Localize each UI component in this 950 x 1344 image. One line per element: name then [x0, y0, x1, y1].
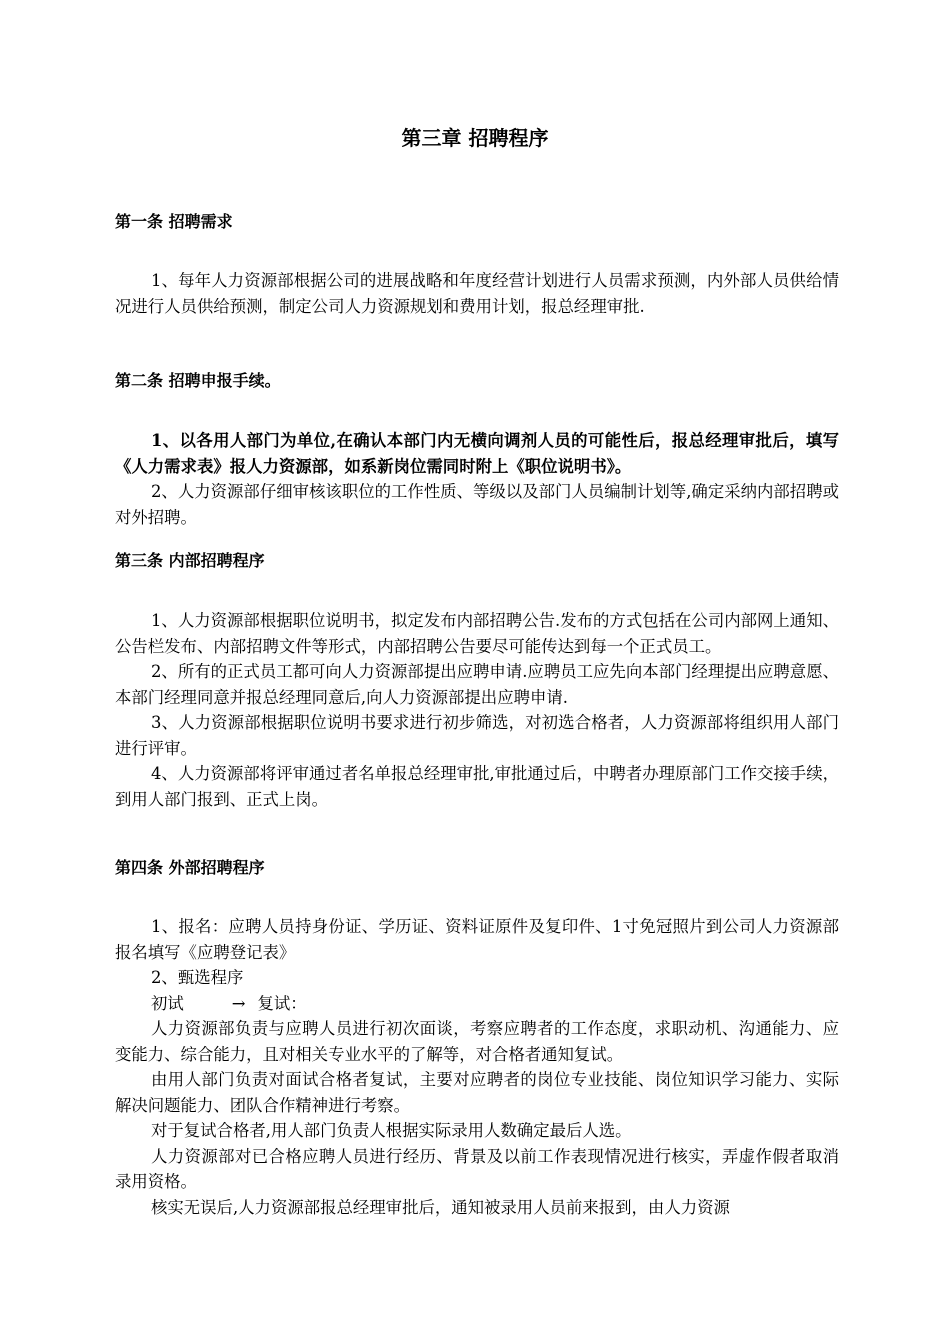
article-3-paragraph-3: 3、人力资源部根据职位说明书要求进行初步筛选，对初选合格者，人力资源部将组织用人部门进行评审。	[115, 713, 839, 758]
article-3-paragraph-4: 4、人力资源部将评审通过者名单报总经理审批,审批通过后，中聘者办理原部门工作交接手续，到用人部门报到、正式上岗。	[115, 764, 839, 809]
article-1-body	[115, 268, 839, 319]
flow-second-stage: 复试：	[257, 993, 307, 1013]
article-2-paragraph-2: 2、人力资源部仔细审核该职位的工作性质、等级以及部门人员编制计划等,确定采纳内部招聘或对外招聘。	[115, 482, 839, 527]
article-4-paragraph-7: 核实无误后,人力资源部报总经理审批后，通知被录用人员前来报到，由人力资源	[151, 1197, 730, 1217]
arrow-right-icon: →	[231, 993, 246, 1013]
selection-flow	[115, 991, 839, 1017]
article-3-body	[115, 608, 839, 812]
article-2-paragraph-1: 1、以各用人部门为单位,在确认本部门内无横向调剂人员的可能性后，报总经理审批后，填写《人力需求表》报人力资源部，如系新岗位需同时附上《职位说明书》。	[115, 431, 839, 476]
article-4-paragraph-1: 1、报名：应聘人员持身份证、学历证、资料证原件及复印件、1寸免冠照片到公司人力资源部报名填写《应聘登记表》	[115, 917, 839, 962]
article-4-heading: 第四条 外部招聘程序	[115, 858, 265, 877]
article-4-paragraph-5: 对于复试合格者,用人部门负责人根据实际录用人数确定最后人选。	[151, 1121, 632, 1140]
article-4-paragraph-2: 2、甄选程序	[151, 968, 244, 987]
article-1-paragraph-1: 1、每年人力资源部根据公司的进展战略和年度经营计划进行人员需求预测，内外部人员供给情况进行人员供给预测，制定公司人力资源规划和费用计划，报总经理审批.	[115, 271, 839, 316]
article-4-paragraph-3: 人力资源部负责与应聘人员进行初次面谈，考察应聘者的工作态度，求职动机、沟通能力、应变能力、综合能力，且对相关专业水平的了解等，对合格者通知复试。	[115, 1019, 839, 1064]
article-2-heading: 第二条 招聘申报手续。	[115, 371, 281, 390]
article-4-paragraph-4: 由用人部门负责对面试合格者复试，主要对应聘者的岗位专业技能、岗位知识学习能力、实际解决问题能力、团队合作精神进行考察。	[115, 1070, 839, 1115]
article-4-body	[115, 914, 839, 1220]
article-4-paragraph-6: 人力资源部对已合格应聘人员进行经历、背景及以前工作表现情况进行核实，弄虚作假者取消录用资格。	[115, 1146, 839, 1191]
article-3-paragraph-2: 2、所有的正式员工都可向人力资源部提出应聘申请.应聘员工应先向本部门经理提出应聘意愿、本部门经理同意并报总经理同意后,向人力资源部提出应聘申请.	[115, 662, 839, 707]
article-1-heading: 第一条 招聘需求	[115, 212, 233, 231]
flow-first-stage: 初试	[151, 993, 184, 1013]
article-3-heading: 第三条 内部招聘程序	[115, 551, 265, 570]
chapter-title: 第三章 招聘程序	[401, 126, 549, 150]
article-3-paragraph-1: 1、人力资源部根据职位说明书，拟定发布内部招聘公告.发布的方式包括在公司内部网上通知、公告栏发布、内部招聘文件等形式，内部招聘公告要尽可能传达到每一个正式员工。	[115, 611, 839, 656]
article-2-body	[115, 428, 839, 530]
